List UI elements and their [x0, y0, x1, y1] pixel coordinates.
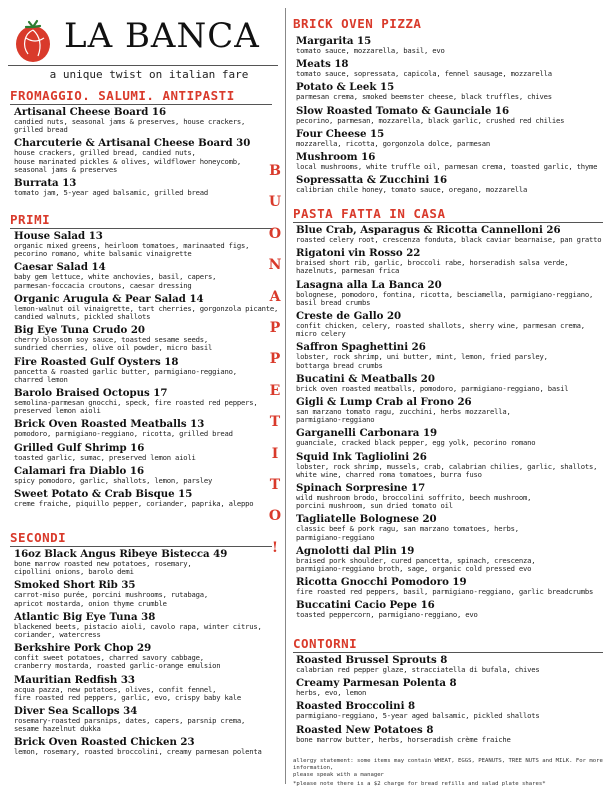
- menu-item: [296, 577, 601, 596]
- menu-item-name: Mushroom 16: [296, 151, 376, 164]
- menu-item-description: house crackers, grilled bread, candied nuts,: [14, 148, 196, 158]
- menu-item-name: Squid Ink Tagliolini 26: [296, 450, 427, 463]
- menu-item-description: toasted garlic, sumac, preserved lemon aioli: [14, 452, 196, 462]
- menu-item-description: classic beef & pork ragu, san marzano tomatoes, herbs,: [296, 524, 519, 534]
- menu-item-name: Charcuterie & Artisanal Cheese Board 30: [14, 137, 251, 150]
- menu-item-description: candied walnuts, pickled shallots: [14, 312, 151, 322]
- menu-item: [296, 248, 601, 275]
- menu-item-description: blackened beets, pistacio aioli, cavolo rapa, winter citrus,: [14, 621, 262, 631]
- menu-item-description: san marzano tomato ragu, zucchini, herbs mozzarella,: [296, 407, 511, 417]
- menu-item-description: parmigiano-reggiano: [296, 532, 375, 542]
- menu-item: [14, 294, 278, 321]
- menu-item: [296, 342, 601, 369]
- menu-item-description: mozzarella, ricotta, gorgonzola dolce, parmesan: [296, 138, 490, 148]
- menu-item-description: preserved lemon aioli: [14, 406, 101, 416]
- menu-item-description: brick oven roasted meatballs, pomodoro, parmigiano-reggiano, basil: [296, 383, 569, 393]
- menu-item: [296, 428, 601, 447]
- menu-item-name: Garganelli Carbonara 19: [296, 427, 438, 440]
- section-title-secondi: SECONDI: [10, 530, 67, 545]
- menu-item-name: Roasted New Potatoes 8: [296, 723, 434, 736]
- vertical-letter: E: [269, 382, 281, 399]
- vertical-letter: P: [269, 351, 281, 368]
- section-rule: [10, 104, 272, 105]
- section-rule: [10, 546, 272, 547]
- menu-item-description: house marinated pickles & olives, wildflower honeycomb,: [14, 156, 241, 166]
- menu-item: [296, 514, 601, 541]
- menu-item-name: Atlantic Big Eye Tuna 38: [14, 610, 156, 623]
- vertical-letter: B: [269, 163, 281, 179]
- menu-item: [296, 374, 601, 393]
- menu-item: [296, 397, 601, 424]
- menu-item: [296, 701, 540, 720]
- menu-item: [14, 549, 262, 576]
- tagline: a unique twist on italian fare: [49, 68, 249, 81]
- menu-item: [14, 107, 250, 134]
- vertical-letter: P: [269, 319, 281, 336]
- menu-item-description: lemon, rosemary, roasted broccolini, creamy parmesan polenta: [14, 747, 262, 757]
- menu-item-description: parmigiano-reggiano, 5-year aged balsamic, pickled shallots: [296, 711, 540, 721]
- menu-item-name: Burrata 13: [14, 177, 77, 190]
- menu-item-name: 16oz Black Angus Ribeye Bistecca 49: [14, 548, 228, 560]
- menu-item-description: carrot-miso purée, porcini mushrooms, rutabaga,: [14, 590, 208, 600]
- menu-item-description: pecorino romano, white balsamic vinaigrette: [14, 249, 192, 259]
- menu-item: [14, 419, 278, 438]
- buon-appetito-vertical: [268, 163, 282, 571]
- section-contorni: [296, 655, 540, 748]
- section-title-pizza: BRICK OVEN PIZZA: [293, 16, 422, 31]
- menu-item: [14, 178, 250, 197]
- section-antipasti: [14, 107, 250, 201]
- menu-item-description: parmigiano-reggiano broth, sage, organic cold pressed evo: [296, 564, 532, 574]
- menu-item: [14, 612, 262, 639]
- menu-item-name: Caesar Salad 14: [14, 261, 106, 274]
- menu-item-name: Sweet Potato & Crab Bisque 15: [14, 488, 193, 501]
- menu-item-description: calabrian red pepper glaze, stracciatella di bufala, chives: [296, 665, 540, 674]
- menu-item-name: Mauritian Redfish 33: [14, 673, 135, 686]
- menu-item-name: Bucatini & Meatballs 20: [296, 372, 435, 385]
- menu-item-description: confit sweet potatoes, charred savory cabbage,: [14, 653, 204, 663]
- menu-item-name: Agnolotti dal Plin 19: [296, 544, 415, 557]
- menu-item-name: Roasted Broccolini 8: [296, 700, 416, 713]
- menu-item-description: seasonal jams & preserves: [14, 164, 118, 174]
- vertical-letter: T: [269, 476, 281, 493]
- menu-item: [14, 675, 262, 702]
- menu-item-description: bone marrow butter, herbs, horseradish crème fraiche: [296, 734, 511, 744]
- note-line: please speak with a manager: [293, 772, 384, 778]
- menu-item-description: guanciale, cracked black pepper, egg yolk, pecorino romano: [296, 438, 536, 448]
- menu-item-name: Meats 18: [296, 58, 349, 71]
- menu-item: [296, 36, 597, 55]
- column-divider: [285, 8, 286, 784]
- menu-item-description: lobster, rock shrimp, uni butter, mint, lemon, fried parsley,: [296, 352, 548, 362]
- menu-item-name: Margarita 15: [296, 35, 372, 47]
- menu-item-description: porcini mushroom, sun dried tomato oil: [296, 501, 453, 511]
- menu-item-name: House Salad 13: [14, 230, 103, 242]
- menu-item-description: pancetta & roasted garlic butter, parmigiano-reggiano,: [14, 366, 237, 376]
- vertical-letter: !: [271, 539, 279, 556]
- menu-item-description: cranberry mostarda, roasted garlic-orange emulsion: [14, 661, 221, 671]
- menu-item-description: bolognese, pomodoro, fontina, ricotta, besciamella, parmigiano-reggiano,: [296, 289, 594, 299]
- menu-item-description: bone marrow roasted new potatoes, rosemary,: [14, 559, 192, 568]
- menu-item-description: spicy pomodoro, garlic, shallots, lemon, parsley: [14, 475, 213, 485]
- menu-item-name: Slow Roasted Tomato & Gaunciale 16: [296, 104, 510, 117]
- menu-item: [14, 489, 278, 508]
- menu-item: [296, 129, 597, 148]
- menu-item-name: Rigatoni vin Rosso 22: [296, 247, 421, 260]
- menu-item-name: Lasagna alla La Banca 20: [296, 278, 442, 291]
- menu-item: [296, 600, 601, 619]
- menu-item: [296, 546, 601, 573]
- menu-item: [14, 443, 278, 462]
- allergy-notes: [293, 758, 605, 788]
- menu-item-description: parmesan-foccacia croutons, caesar dressing: [14, 280, 192, 290]
- menu-item-name: Smoked Short Rib 35: [14, 579, 136, 592]
- section-rule: [293, 652, 603, 653]
- note-line: *please note there is a $2 charge for bread refills and salad plate shares*: [293, 781, 546, 787]
- section-primi: [14, 231, 278, 512]
- menu-item-name: Spinach Sorpresine 17: [296, 482, 426, 495]
- vertical-letter: O: [268, 508, 282, 525]
- menu-item: [14, 737, 262, 756]
- menu-item-description: wild mushroom brodo, broccolini soffrito, beech mushroom,: [296, 493, 532, 503]
- menu-item-name: Fire Roasted Gulf Oysters 18: [14, 355, 179, 368]
- menu-item-description: charred lemon: [14, 374, 68, 384]
- vertical-letter: N: [268, 257, 282, 274]
- menu-item-description: roasted celery root, crescenza fonduta, black caviar bearnaise, pan gratto: [296, 235, 602, 244]
- menu-item-description: herbs, evo, lemon: [296, 688, 367, 698]
- section-title-antipasti: FROMAGGIO. SALUMI. ANTIPASTI: [10, 88, 235, 103]
- menu-item: [296, 483, 601, 510]
- menu-item-description: tomato sauce, sopressata, capicola, fennel sausage, mozzarella: [296, 69, 552, 79]
- menu-item: [14, 643, 262, 670]
- menu-item-description: baby gem lettuce, white anchovies, basil, capers,: [14, 272, 217, 282]
- menu-item: [296, 106, 597, 125]
- menu-item: [296, 280, 601, 307]
- menu-item-description: bottarga bread crumbs: [296, 360, 383, 370]
- menu-item: [14, 325, 278, 352]
- menu-item: [296, 82, 597, 101]
- menu-item-description: acqua pazza, new potatoes, olives, confit fennel,: [14, 684, 217, 694]
- menu-item-description: calibrian chile honey, tomato sauce, oregano, mozzarella: [296, 185, 528, 195]
- menu-item-name: Tagliatelle Bolognese 20: [296, 513, 437, 526]
- menu-item-description: braised short rib, garlic, broccoli rabe, horseradish salsa verde,: [296, 258, 569, 268]
- tomato-icon: [12, 16, 56, 64]
- menu-item-description: pecorino, parmesan, mozzarella, black garlic, crushed red chilies: [296, 115, 565, 125]
- note-line: allergy statement: some items may contain WHEAT, EGGS, PEANUTS, TREE NUTS and MILK. For more information,: [293, 758, 603, 771]
- menu-item-description: white wine, charred roma tomatoes, burra fuso: [296, 469, 482, 479]
- menu-item-description: sesame hazelnut dukka: [14, 724, 101, 734]
- menu-item-name: Blue Crab, Asparagus & Ricotta Cannelloni 26: [296, 224, 561, 236]
- menu-item: [14, 138, 250, 174]
- menu-item-description: coriander, watercress: [14, 630, 101, 640]
- menu-item-name: Creste de Gallo 20: [296, 310, 402, 323]
- menu-item: [296, 678, 540, 697]
- section-title-pasta: PASTA FATTA IN CASA: [293, 206, 446, 221]
- menu-item: [14, 262, 278, 289]
- menu-item: [296, 225, 601, 244]
- section-title-contorni: CONTORNI: [293, 636, 358, 651]
- menu-item-description: apricot mostarda, onion thyme crumble: [14, 598, 167, 608]
- vertical-letter: T: [269, 414, 281, 431]
- menu-item-description: grilled bread: [14, 125, 68, 135]
- menu-item-description: candied nuts, seasonal jams & preserves, house crackers,: [14, 117, 246, 126]
- menu-item-name: Organic Arugula & Pear Salad 14: [14, 292, 204, 305]
- menu-item: [14, 388, 278, 415]
- vertical-letter: U: [268, 194, 282, 211]
- menu-item-description: confit chicken, celery, roasted shallots, sherry wine, parmesan crema,: [296, 321, 585, 331]
- menu-item-description: parmesan crema, smoked beemster cheese, black truffles, chives: [296, 92, 552, 102]
- menu-item-description: fire roasted red peppers, garlic, evo, crispy baby kale: [14, 692, 241, 702]
- menu-item-description: tomato jam, 5-year aged balsamic, grilled bread: [14, 188, 208, 198]
- menu-item: [14, 580, 262, 607]
- menu-item: [14, 231, 278, 258]
- menu-item-description: creme fraiche, piquillo pepper, coriander, paprika, aleppo: [14, 499, 254, 509]
- menu-item: [296, 59, 597, 78]
- menu-item-name: Artisanal Cheese Board 16: [14, 106, 167, 118]
- brand-name: LA BANCA: [64, 16, 260, 56]
- menu-item-name: Creamy Parmesan Polenta 8: [296, 677, 457, 690]
- menu-item-description: micro celery: [296, 329, 346, 339]
- menu-item: [296, 152, 597, 171]
- menu-item-description: toasted peppercorn, parmigiano-reggiano, evo: [296, 610, 478, 620]
- menu-item-description: hazelnuts, parmesan frica: [296, 266, 400, 276]
- menu-item-name: Grilled Gulf Shrimp 16: [14, 441, 145, 454]
- section-pizza: [296, 36, 597, 198]
- menu-item-description: fire roasted red peppers, basil, parmigiano-reggiano, garlic breadcrumbs: [296, 587, 594, 597]
- menu-item-description: braised pork shoulder, cured pancetta, spinach, crescenza,: [296, 555, 536, 565]
- section-rule: [293, 222, 603, 223]
- menu-item-name: Saffron Spaghettini 26: [296, 341, 426, 354]
- menu-item-name: Berkshire Pork Chop 29: [14, 642, 152, 655]
- menu-item: [296, 655, 540, 674]
- menu-item-name: Diver Sea Scallops 34: [14, 705, 138, 718]
- menu-item: [14, 466, 278, 485]
- menu-item-name: Roasted Brussel Sprouts 8: [296, 654, 448, 666]
- menu-item-description: rosemary-roasted parsnips, dates, capers, parsnip crema,: [14, 716, 246, 726]
- menu-item-description: semolina-parmesan gnocchi, speck, fire roasted red peppers,: [14, 398, 258, 408]
- menu-item: [296, 725, 540, 744]
- vertical-letter: O: [268, 225, 282, 242]
- menu-item-description: basil bread crumbs: [296, 297, 371, 307]
- menu-item-name: Sopressatta & Zucchini 16: [296, 174, 448, 187]
- section-title-primi: PRIMI: [10, 212, 51, 227]
- menu-item-description: sundried cherries, olive oil powder, micro basil: [14, 343, 213, 353]
- logo: [8, 10, 278, 66]
- menu-item-description: pomodoro, parmigiano-reggiano, ricotta, grilled bread: [14, 429, 233, 439]
- section-secondi: [14, 549, 262, 761]
- menu-item-description: cipollini onions, barolo demi: [14, 567, 134, 577]
- menu-item-description: tomato sauce, mozzarella, basil, evo: [296, 46, 445, 55]
- menu-item-description: cherry blossom soy sauce, toasted sesame seeds,: [14, 335, 208, 345]
- menu-item-description: lobster, rock shrimp, mussels, crab, calabrian chilies, garlic, shallots,: [296, 461, 598, 471]
- menu-item-name: Potato & Leek 15: [296, 81, 395, 94]
- menu-item-name: Gigli & Lump Crab al Frono 26: [296, 396, 472, 409]
- menu-item-description: local mushrooms, white truffle oil, parmesan crema, toasted garlic, thyme: [296, 162, 598, 172]
- menu-item: [14, 706, 262, 733]
- menu-item-name: Calamari fra Diablo 16: [14, 464, 145, 477]
- menu-item-name: Brick Oven Roasted Chicken 23: [14, 736, 195, 749]
- menu-item-name: Ricotta Gnocchi Pomodoro 19: [296, 576, 467, 589]
- menu-item-description: organic mixed greens, heirloom tomatoes, marinaated figs,: [14, 241, 250, 250]
- menu-item: [296, 175, 597, 194]
- menu-item-name: Four Cheese 15: [296, 127, 385, 140]
- menu-item: [296, 452, 601, 479]
- menu-item-description: parmigiano-reggiano: [296, 415, 375, 425]
- menu-item-name: Brick Oven Roasted Meatballs 13: [14, 418, 205, 431]
- menu-item-description: lemon-walnut oil vinaigrette, tart cherries, gorgonzola picante,: [14, 303, 279, 313]
- vertical-letter: A: [269, 288, 281, 305]
- menu-item: [14, 357, 278, 384]
- menu-item-name: Buccatini Cacio Pepe 16: [296, 599, 435, 612]
- section-rule: [10, 228, 272, 229]
- section-pasta: [296, 225, 601, 624]
- menu-item-name: Big Eye Tuna Crudo 20: [14, 324, 145, 337]
- menu-item-name: Barolo Braised Octopus 17: [14, 387, 168, 400]
- vertical-letter: I: [271, 445, 279, 462]
- menu-item: [296, 311, 601, 338]
